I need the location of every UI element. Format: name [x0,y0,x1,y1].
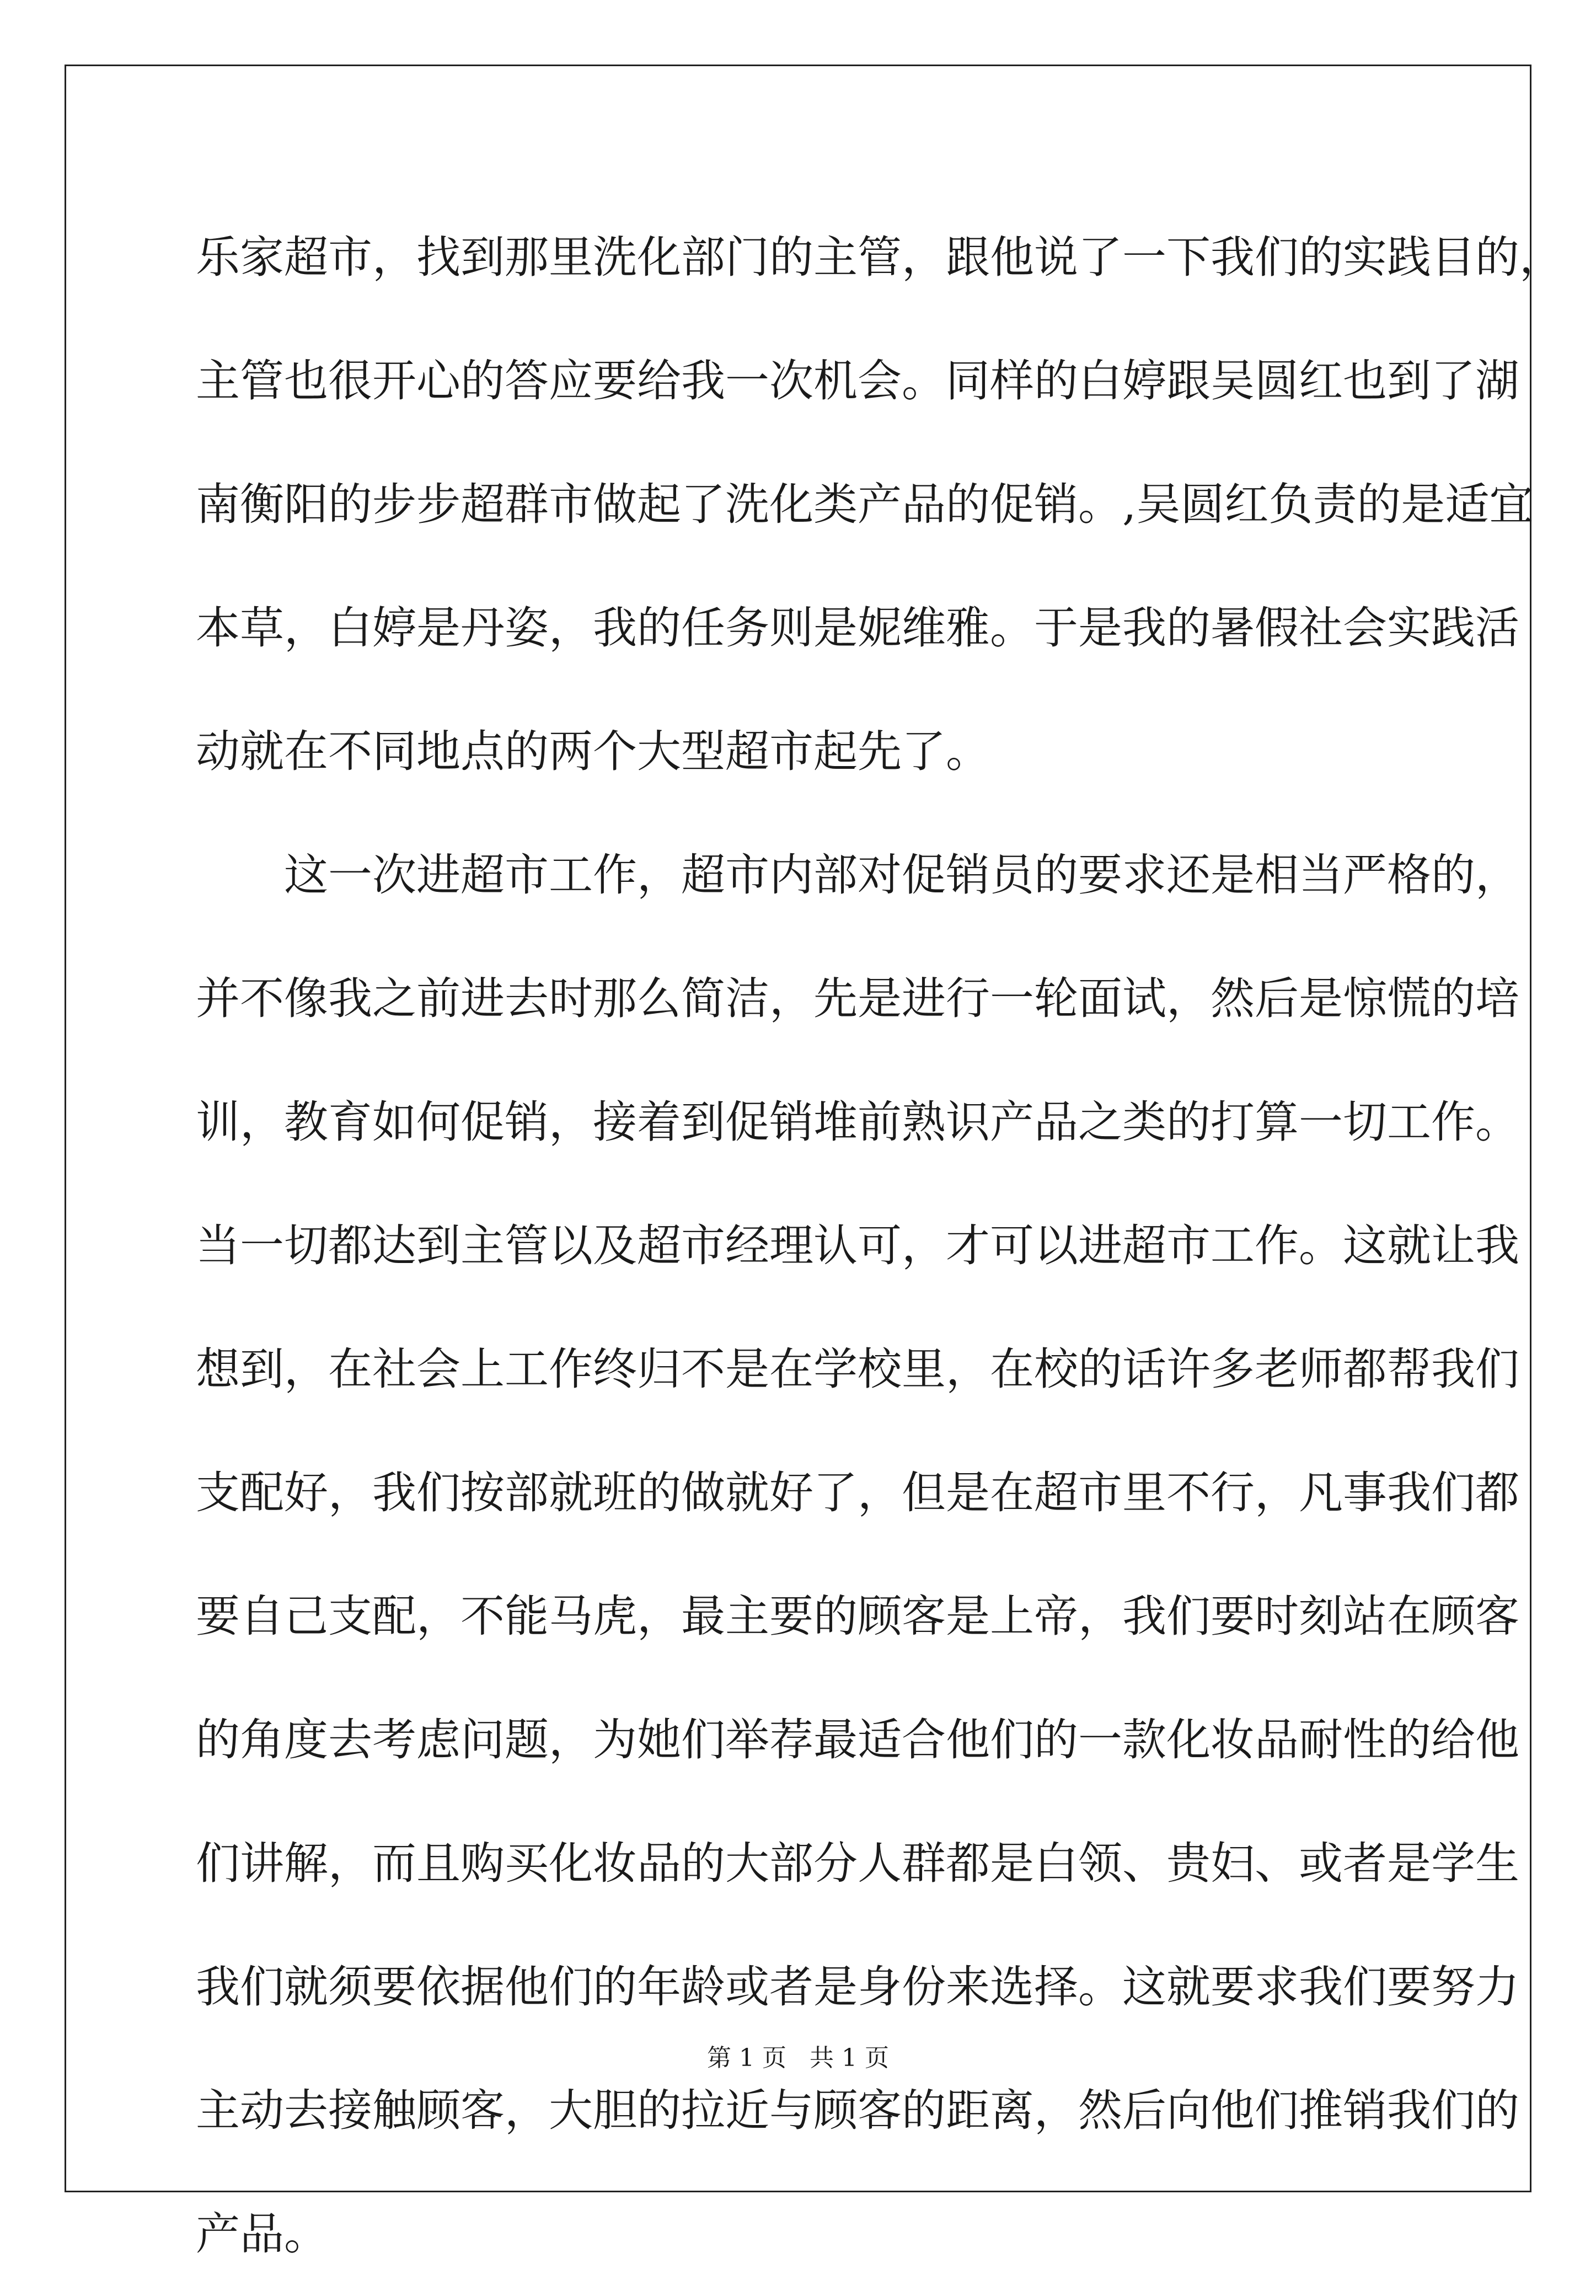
text-line: 乐家超市，找到那里洗化部门的主管，跟他说了一下我们的实践目的， [196,232,1563,283]
document-body [196,196,1563,2296]
text-line: 动就在不同地点的两个大型超市起先了。 [196,726,990,777]
text-line: 想到，在社会上工作终归不是在学校里，在校的话许多老师都帮我们 [196,1344,1519,1395]
text-line: 主管也很开心的答应要给我一次机会。同样的白婷跟吴圆红也到了湖 [196,355,1519,406]
text-line: 主动去接触顾客，大胆的拉近与顾客的距离，然后向他们推销我们的 [196,2085,1519,2136]
text-line: 们讲解，而且购买化妆品的大部分人群都是白领、贵妇、或者是学生 [196,1838,1519,1889]
text-line: 当一切都达到主管以及超市经理认可，才可以进超市工作。这就让我 [196,1220,1519,1271]
page-footer: 第 1 页 共 1 页 [707,2044,889,2072]
text-line: 本草，白婷是丹姿，我的任务则是妮维雅。于是我的暑假社会实践活 [196,602,1519,654]
text-line: 我们就须要依据他们的年龄或者是身份来选择。这就要求我们要努力 [196,1961,1519,2013]
text-line: 的角度去考虑问题，为她们举荐最适合他们的一款化妆品耐性的给他 [196,1714,1519,1765]
text-line: 并不像我之前进去时那么简洁，先是进行一轮面试，然后是惊慌的培 [196,973,1519,1024]
text-line: 产品。 [196,2208,328,2260]
text-line: 支配好，我们按部就班的做就好了，但是在超市里不行，凡事我们都 [196,1467,1519,1518]
text-line: 南衡阳的步步超群市做起了洗化类产品的促销。,吴圆红负责的是适宜 [196,479,1534,530]
text-line: 要自己支配，不能马虎，最主要的顾客是上帝，我们要时刻站在顾客 [196,1591,1519,1642]
text-line: 训，教育如何促销，接着到促销堆前熟识产品之类的打算一切工作。 [196,1096,1519,1148]
text-line: 这一次进超市工作，超市内部对促销员的要求还是相当严格的， [284,849,1519,901]
paragraph-1 [196,196,1563,813]
